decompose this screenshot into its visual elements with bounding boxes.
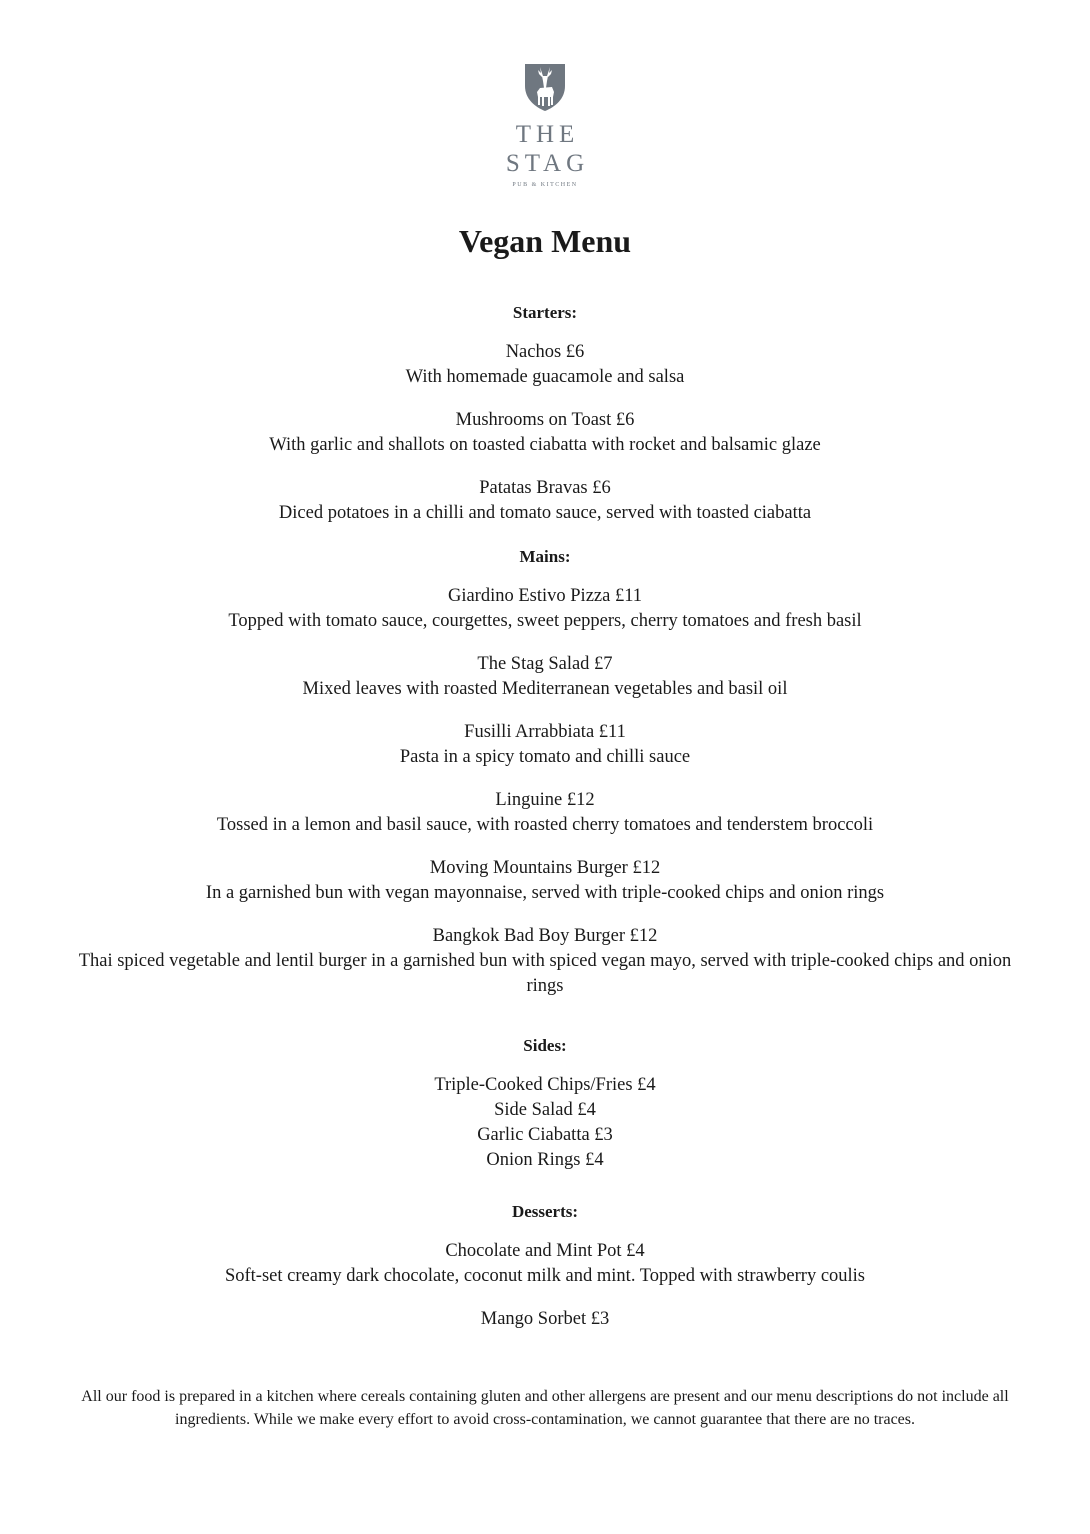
logo xyxy=(0,62,1090,188)
item-name: The Stag Salad £7 xyxy=(477,654,613,674)
item-description: Diced potatoes in a chilli and tomato sauce, served with toasted ciabatta xyxy=(278,503,812,523)
menu-item xyxy=(60,340,1030,390)
menu-item xyxy=(60,476,1030,526)
stag-shield-icon xyxy=(523,62,567,112)
item-name: Giardino Estivo Pizza £11 xyxy=(447,586,643,606)
logo-text-the: THE xyxy=(515,121,580,148)
item-description: Topped with tomato sauce, courgettes, sweet peppers, cherry tomatoes and fresh basil xyxy=(228,611,862,631)
item-name: Fusilli Arrabbiata £11 xyxy=(464,722,626,742)
section-heading-starters: Starters: xyxy=(512,303,578,322)
side-item: Side Salad £4 xyxy=(494,1100,596,1120)
item-name: Nachos £6 xyxy=(505,342,585,362)
menu-item xyxy=(60,788,1030,838)
side-item: Triple-Cooked Chips/Fries £4 xyxy=(434,1075,656,1095)
item-description: Thai spiced vegetable and lentil burger in a garnished bun with spiced vegan mayo, served with triple-cooked chips and onion rings xyxy=(78,951,1012,996)
item-name: Chocolate and Mint Pot £4 xyxy=(445,1241,645,1261)
item-description: Soft-set creamy dark chocolate, coconut milk and mint. Topped with strawberry coulis xyxy=(224,1266,866,1286)
section-heading-mains: Mains: xyxy=(519,547,571,566)
item-description: With homemade guacamole and salsa xyxy=(405,367,685,387)
allergen-disclaimer: All our food is prepared in a kitchen where cereals containing gluten and other allergens are present and our menu descriptions do not include all ingredients. While we make every effort to avoid cross-contamination, we cannot guarantee that there are no traces. xyxy=(81,1388,1009,1428)
menu-item xyxy=(60,1307,1030,1332)
section-sides xyxy=(60,1033,1030,1173)
item-description: In a garnished bun with vegan mayonnaise, served with triple-cooked chips and onion rings xyxy=(205,883,885,903)
item-description: Mixed leaves with roasted Mediterranean vegetables and basil oil xyxy=(302,679,788,699)
side-item: Onion Rings £4 xyxy=(486,1150,604,1170)
menu-item xyxy=(60,924,1030,999)
item-name: Bangkok Bad Boy Burger £12 xyxy=(432,926,658,946)
item-name: Linguine £12 xyxy=(495,790,595,810)
menu-title: Vegan Menu xyxy=(458,223,632,259)
section-desserts xyxy=(60,1199,1030,1332)
item-description: With garlic and shallots on toasted ciabatta with rocket and balsamic glaze xyxy=(269,435,821,455)
item-name: Mushrooms on Toast £6 xyxy=(455,410,635,430)
item-description: Tossed in a lemon and basil sauce, with roasted cherry tomatoes and tenderstem broccoli xyxy=(216,815,874,835)
logo-subtitle: PUB & KITCHEN xyxy=(512,182,578,188)
section-starters xyxy=(60,300,1030,526)
item-description: Pasta in a spicy tomato and chilli sauce xyxy=(399,747,691,767)
section-mains xyxy=(60,544,1030,999)
item-name: Patatas Bravas £6 xyxy=(479,478,611,498)
logo-text-stag: STAG xyxy=(505,150,590,177)
menu-item xyxy=(60,1239,1030,1289)
menu-item xyxy=(60,652,1030,702)
menu-item xyxy=(60,408,1030,458)
section-heading-sides: Sides: xyxy=(523,1036,567,1055)
item-name: Moving Mountains Burger £12 xyxy=(429,858,661,878)
menu-item xyxy=(60,584,1030,634)
section-heading-desserts: Desserts: xyxy=(511,1202,579,1221)
menu-item xyxy=(60,856,1030,906)
item-name: Mango Sorbet £3 xyxy=(480,1309,610,1329)
menu-item xyxy=(60,720,1030,770)
menu-content xyxy=(60,300,1030,1350)
side-item: Garlic Ciabatta £3 xyxy=(477,1125,613,1145)
sides-list xyxy=(60,1073,1030,1173)
